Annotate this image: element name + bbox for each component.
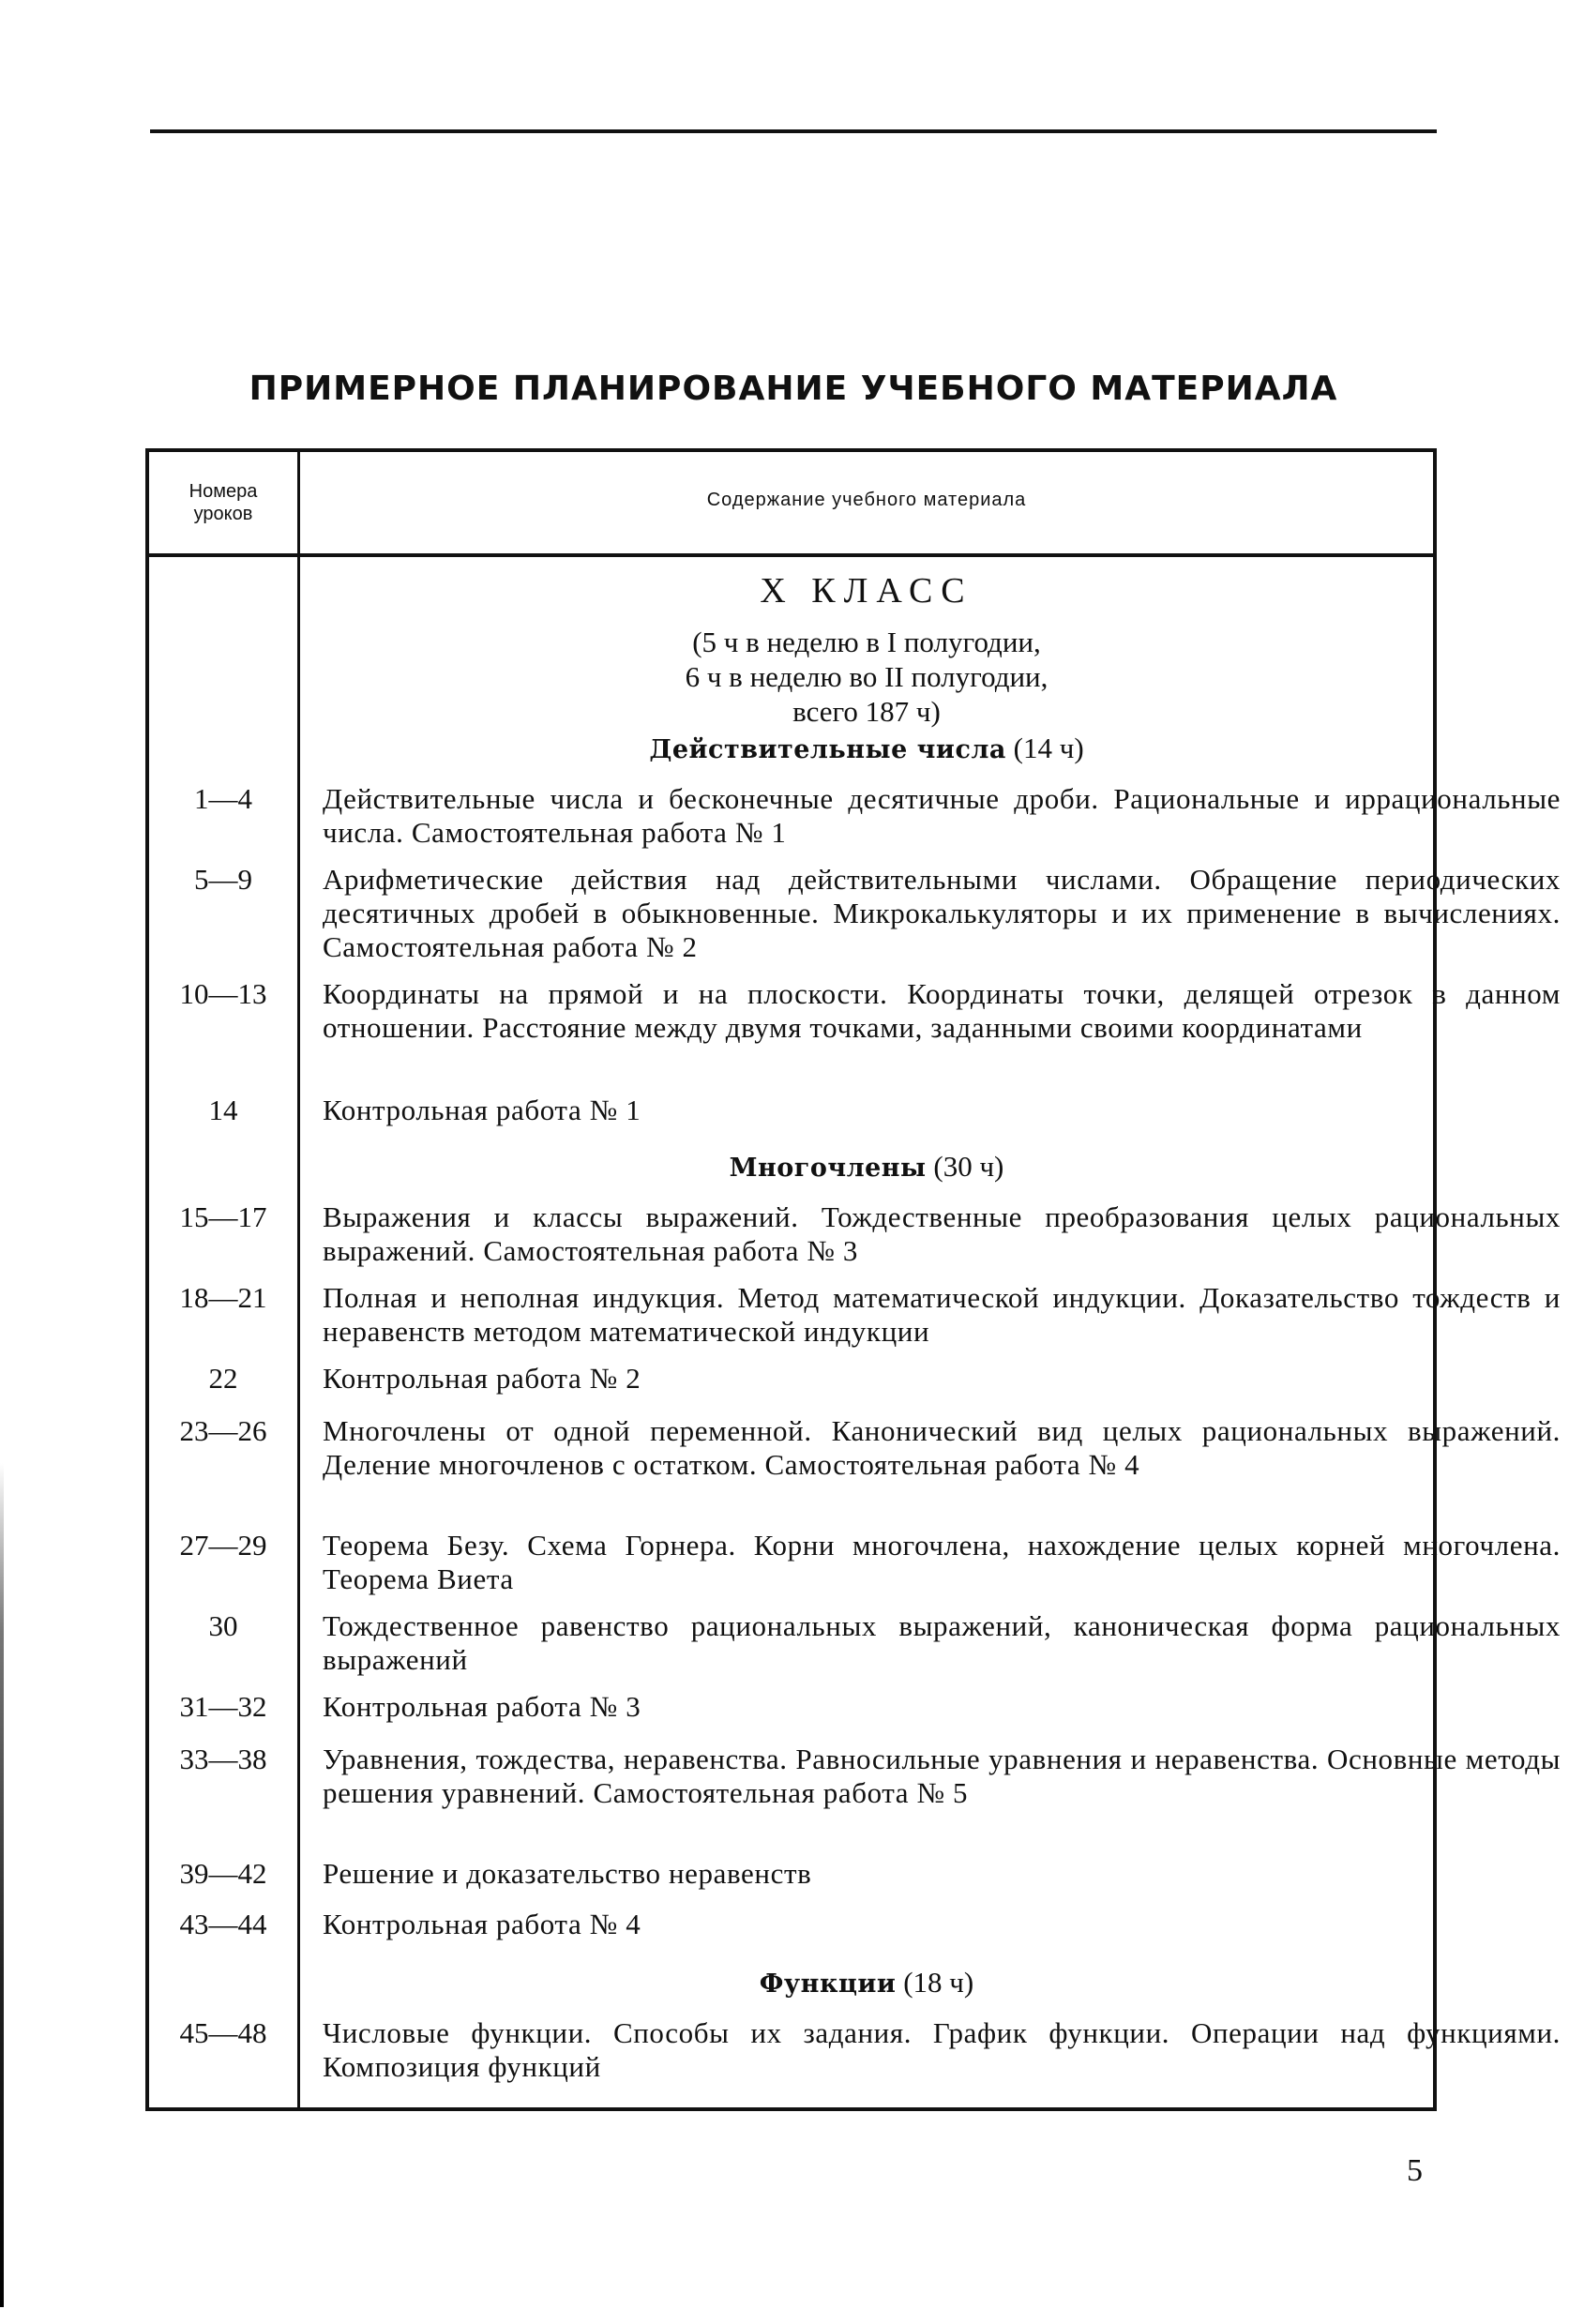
row-number: 45—48	[179, 2016, 267, 2049]
row-content: Многочлены от одной переменной. Канонический вид целых рациональных выражений. Деление многочленов с остатком. Самостоятельная работа № 4	[323, 1414, 1561, 1481]
row-number: 1—4	[194, 782, 252, 815]
row-content: Действительные числа и бесконечные десятичные дроби. Рациональные и иррациональные числа. Самостоятельная работа № 1	[323, 782, 1561, 849]
row-content: Полная и неполная индукция. Метод математической индукции. Доказательство тождеств и неравенств методом математической индукции	[323, 1281, 1561, 1348]
row-number: 22	[208, 1362, 238, 1395]
row-number: 33—38	[179, 1743, 267, 1775]
row-number: 43—44	[179, 1908, 267, 1940]
row-number: 23—26	[179, 1414, 267, 1447]
section-title	[300, 732, 1433, 767]
page-title: ПРИМЕРНОЕ ПЛАНИРОВАНИЕ УЧЕБНОГО МАТЕРИАЛА	[249, 370, 1338, 408]
section-title	[300, 1150, 1433, 1185]
row-number: 10—13	[179, 977, 267, 1010]
row-content: Арифметические действия над действительными числами. Обращение периодических десятичных дробей в обыкновенные. Микрокалькуляторы и их применение в вычислениях. Самостоятельная работа № 2	[323, 863, 1561, 963]
header-lesson-numbers	[149, 480, 297, 525]
class-hours-line1: (5 ч в неделю в I полугодии,	[692, 626, 1041, 658]
row-number: 5—9	[194, 863, 252, 896]
row-content: Числовые функции. Способы их задания. График функции. Операции над функциями. Композиция функций	[323, 2016, 1561, 2083]
section-hours: (30 ч)	[933, 1150, 1004, 1183]
row-number: 14	[208, 1094, 238, 1126]
row-number: 39—42	[179, 1857, 267, 1890]
table-body	[149, 557, 1561, 2107]
class-hours-line3: всего 187 ч)	[792, 695, 941, 728]
header-content: Содержание учебного материала	[706, 490, 1027, 510]
row-content: Уравнения, тождества, неравенства. Равносильные уравнения и неравенства. Основные методы решения уравнений. Самостоятельная работа № 5	[323, 1743, 1561, 1809]
section-name: Функции	[759, 1969, 897, 1999]
header-number-line2: уроков	[193, 504, 253, 524]
row-content: Контрольная работа № 3	[323, 1690, 641, 1723]
row-number: 15—17	[179, 1200, 267, 1233]
section-hours: (14 ч)	[1013, 732, 1084, 764]
class-heading: X КЛАСС	[760, 571, 973, 611]
class-hours-line2: 6 ч в неделю во II полугодии,	[685, 660, 1048, 693]
row-content: Теорема Безу. Схема Горнера. Корни многочлена, нахождение целых корней многочлена. Теорема Виета	[323, 1529, 1561, 1595]
page-number: 5	[1407, 2153, 1423, 2188]
top-rule	[150, 129, 1437, 133]
planning-table	[145, 448, 1561, 2111]
row-content: Выражения и классы выражений. Тождественные преобразования целых рациональных выражений. Самостоятельная работа № 3	[323, 1200, 1561, 1267]
class-hours	[300, 625, 1433, 729]
row-content: Контрольная работа № 1	[323, 1094, 641, 1126]
table-header	[149, 452, 1433, 557]
row-content: Координаты на прямой и на плоскости. Координаты точки, делящей отрезок в данном отношении. Расстояние между двумя точками, заданными своими координатами	[323, 977, 1561, 1044]
scan-margin-mark	[0, 1463, 4, 2307]
section-hours: (18 ч)	[903, 1966, 974, 1999]
row-content: Контрольная работа № 2	[323, 1362, 641, 1395]
row-number: 30	[208, 1609, 238, 1642]
row-content: Решение и доказательство неравенств	[323, 1857, 812, 1890]
header-number-line1: Номера	[189, 481, 258, 502]
section-name: Действительные числа	[649, 735, 1006, 764]
section-name: Многочлены	[729, 1154, 927, 1183]
row-content: Контрольная работа № 4	[323, 1908, 641, 1940]
row-number: 31—32	[179, 1690, 267, 1723]
section-title	[300, 1966, 1433, 2001]
row-content: Тождественное равенство рациональных выражений, каноническая форма рациональных выражений	[323, 1609, 1561, 1676]
row-number: 18—21	[179, 1281, 267, 1314]
row-number: 27—29	[179, 1529, 267, 1562]
